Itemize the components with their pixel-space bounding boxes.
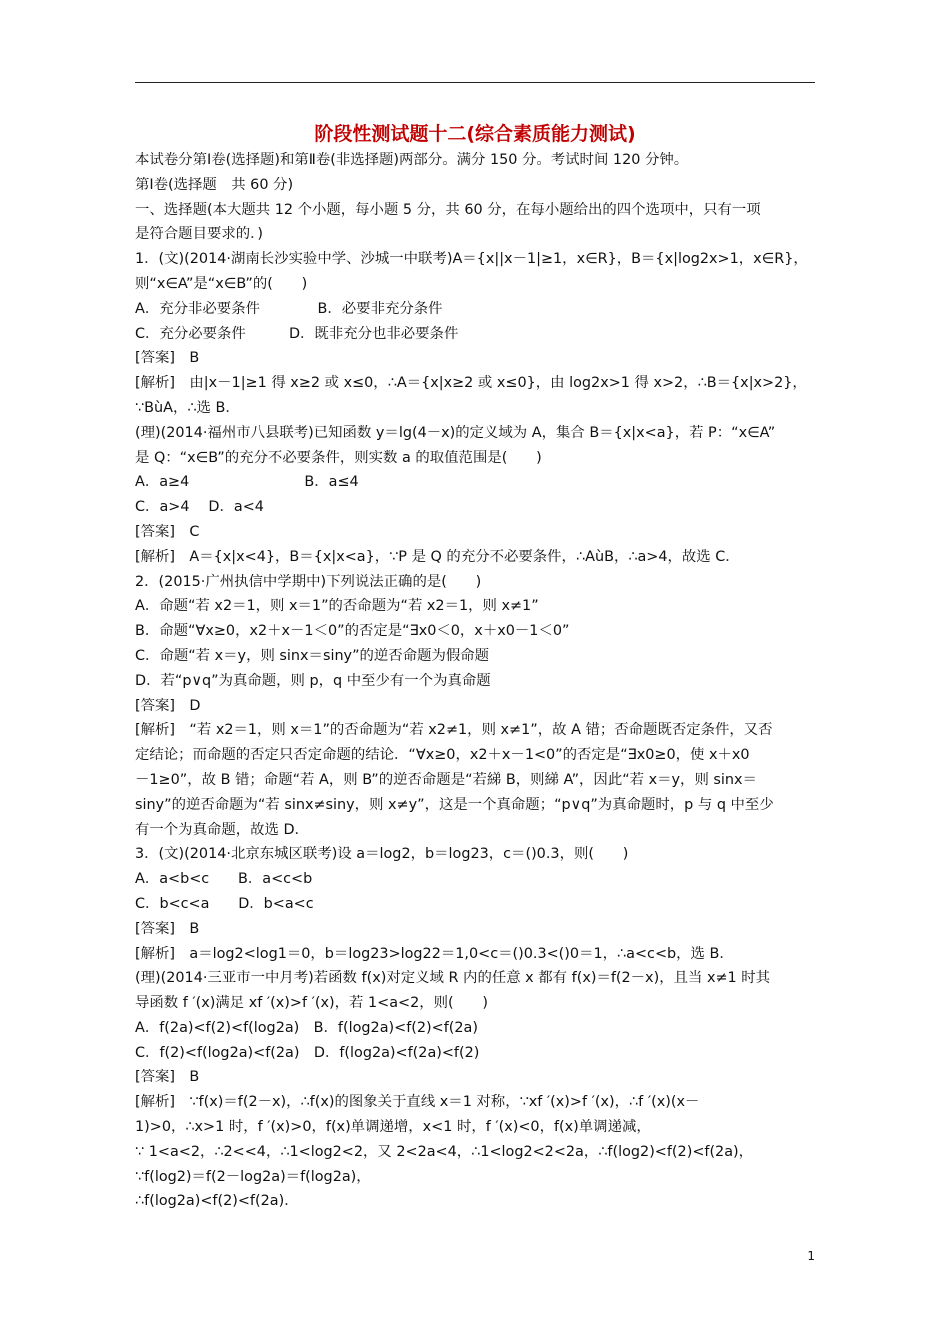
text-line: 1)>0，∴x>1 时，f ′(x)>0，f(x)单调递增，x<1 时，f ′(x)<0，f(x)单调递减， [135, 1119, 651, 1136]
text-line: ∵f(log2)＝f(2－log2a)＝f(log2a)， [135, 1168, 371, 1185]
text-line: C．b<c<a D．b<a<c [135, 895, 314, 912]
document-body [135, 148, 815, 1214]
text-line: ∵ 1<a<2，∴2<<4，∴1<log2<2，又 2<2a<4，∴1<log2<2<2a，∴f(log2)<f(2)<f(2a)， [135, 1143, 754, 1160]
text-line: C．f(2)<f(log2a)<f(2a) D．f(log2a)<f(2a)<f(2) [135, 1044, 480, 1061]
text-line: 1．(文)(2014·湖南长沙实验中学、沙城一中联考)A＝{x||x－1|≥1，x∈R}，B＝{x|log2x>1，x∈R}， [135, 251, 808, 268]
text-line: [解析] 由|x－1|≥1 得 x≥2 或 x≤0，∴A＝{x|x≥2 或 x≤0}，由 log2x>1 得 x>2，∴B＝{x|x>2}， [135, 375, 807, 392]
text-line: A．命题“若 x2＝1，则 x＝1”的否命题为“若 x2＝1，则 x≠1” [135, 598, 539, 615]
text-line: 则“x∈A”是“x∈B”的( ) [135, 275, 308, 292]
text-line: [答案] B [135, 350, 200, 367]
text-line: C．a>4 D．a<4 [135, 499, 264, 516]
text-line: 2．(2015·广州执信中学期中)下列说法正确的是( ) [135, 573, 482, 590]
text-line: [答案] B [135, 1069, 200, 1086]
text-line: B．命题“∀x≥0，x2＋x－1＜0”的否定是“∃x0＜0，x＋x0－1＜0” [135, 623, 570, 640]
text-line: C．命题“若 x＝y，则 sinx＝siny”的逆否命题为假命题 [135, 647, 490, 664]
document-title: 阶段性测试题十二(综合素质能力测试) [314, 123, 636, 145]
text-line: (理)(2014·三亚市一中月考)若函数 f(x)对定义域 R 内的任意 x 都有 f(x)＝f(2－x)，且当 x≠1 时其 [135, 970, 771, 987]
text-line: 有一个为真命题，故选 D． [135, 821, 309, 838]
text-line: [解析] ∵f(x)＝f(2－x)，∴f(x)的图象关于直线 x＝1 对称，∵xf ′(x)>f ′(x)，∴f ′(x)(x－ [135, 1094, 700, 1111]
header-rule [135, 82, 815, 83]
text-line: ∵BùA，∴选 B． [135, 399, 240, 416]
text-line: [答案] C [135, 523, 200, 540]
text-line: －1≥0”，故 B 错；命题“若 A，则 B”的逆否命题是“若綈 B，则綈 A”，因此“若 x＝y，则 sinx＝ [135, 771, 757, 788]
text-line: ∴f(log2a)<f(2)<f(2a)． [135, 1193, 299, 1210]
text-line: 是符合题目要求的．) [135, 226, 263, 243]
text-line: [答案] B [135, 920, 200, 937]
text-line: [解析] “若 x2＝1，则 x＝1”的否命题为“若 x2≠1，则 x≠1”，故 A 错；否命题既否定条件，又否 [135, 722, 773, 739]
text-line: [答案] D [135, 697, 201, 714]
page-number: 1 [807, 1249, 815, 1263]
text-line: 3．(文)(2014·北京东城区联考)设 a＝log2，b＝log23，c＝()0.3，则( ) [135, 846, 629, 863]
text-line: D．若“p∨q”为真命题，则 p，q 中至少有一个为真命题 [135, 672, 491, 689]
text-line: siny”的逆否命题为“若 sinx≠siny，则 x≠y”，这是一个真命题；“p∨q”为真命题时，p 与 q 中至少 [135, 796, 774, 813]
text-line: [解析] A＝{x|x<4}，B＝{x|x<a}，∵P 是 Q 的充分不必要条件，∴AùB，∴a>4，故选 C． [135, 548, 740, 565]
text-line: A．充分非必要条件 B．必要非充分条件 [135, 300, 443, 317]
text-line: 导函数 f ′(x)满足 xf ′(x)>f ′(x)，若 1<a<2，则( ) [135, 995, 489, 1012]
text-line: 本试卷分第Ⅰ卷(选择题)和第Ⅱ卷(非选择题)两部分。满分 150 分。考试时间 120 分钟。 [135, 152, 689, 168]
text-line: 一、选择题(本大题共 12 个小题，每小题 5 分，共 60 分，在每小题给出的四个选项中，只有一项 [135, 201, 761, 218]
text-line: 第Ⅰ卷(选择题 共 60 分) [135, 176, 294, 193]
text-line: C．充分必要条件 D．既非充分也非必要条件 [135, 325, 459, 342]
text-line: A．f(2a)<f(2)<f(log2a) B．f(log2a)<f(2)<f(2a) [135, 1019, 478, 1036]
text-line: 是 Q：“x∈B”的充分不必要条件，则实数 a 的取值范围是( ) [135, 449, 542, 466]
text-line: 定结论；而命题的否定只否定命题的结论．“∀x≥0，x2＋x－1<0”的否定是“∃x0≥0，使 x＋x0 [135, 747, 750, 764]
text-line: [解析] a＝log2<log1＝0，b＝log23>log22＝1,0<c＝()0.3<()0＝1，∴a<c<b，选 B． [135, 945, 734, 962]
text-line: A．a≥4 B．a≤4 [135, 474, 359, 491]
text-line: (理)(2014·福州市八县联考)已知函数 y＝lg(4－x)的定义域为 A，集合 B＝{x|x<a}，若 P：“x∈A” [135, 424, 776, 441]
text-line: A．a<b<c B．a<c<b [135, 871, 313, 888]
